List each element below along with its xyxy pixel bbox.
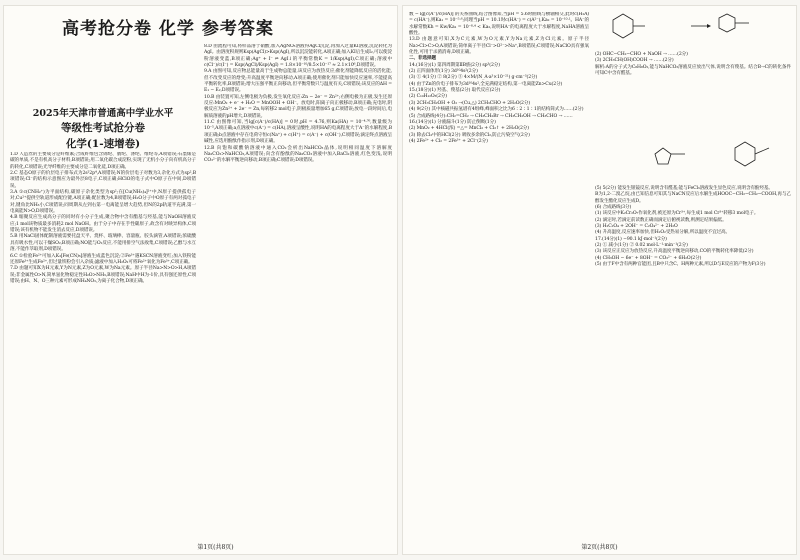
answer-paragraph: 8.D 由流程可知,将样品溶于硝酸,加入AgNO₃溶液得AgCl沉淀,再加入过量KI溶液,沉淀转化为AgI。由溶度积规则Ksp(AgCl)>Ksp(AgI),所以沉淀能转化,A项正确;加入KI后生成I₂,可以使淀粉溶液变蓝,B项正确;Ag⁺ + I⁻ ⇌ AgI↓的平衡常数K = 1/Ksp(AgI),C项正确;溶液中c(Cl⁻)/c(I⁻) = Ksp(AgCl)/Ksp(AgI) = 1.8×10⁻¹⁰/8.5×10⁻¹⁷ ≈ 2.1×10⁶,D项错误。 <box>204 44 392 69</box>
answer-paragraph: 13.D 由题意可知,X为C元素,W为O元素,Y为Na元素,Z为Cl元素。原子半径Na>Cl>C>O,A项错误;简单离子半径Cl⁻>O²⁻>Na⁺,B项错误;C项错误;NaClO具有强氧化性,可用于杀菌消毒,D项正确。 <box>409 37 589 56</box>
section-heading: 二、非选择题 <box>409 56 436 62</box>
page1-column2 <box>204 44 392 542</box>
answer-paragraph: 11.C 由图像可知,当lg[c(A⁻)/c(HA)] = 0时,pH = 4.76,则Ka(HA) = 10⁻⁴·⁷⁶,数量级为10⁻⁵,A项正确;a点溶液中c(A⁻) = c(HA),溶液呈酸性,说明HA的电离程度大于A⁻的水解程度,B项正确;b点溶液中存在电荷守恒c(Na⁺) + c(H⁺) = c(A⁻) + c(OH⁻),C项错误;滴定终点溶液呈碱性,应选用酚酞作指示剂,D项正确。 <box>204 120 392 145</box>
answer-paragraph: 1.D 人造丝的主要成分是纤维素;合成纤维包含锦纶、腈纶、涤纶、维纶等,A项错误;石墨烯是碳的单质,不是有机高分子材料,B项错误;用二氧化碳合成淀粉,实现了无机小分子向有机高分子的转化,C项错误;光导纤维的主要成分是二氧化硅,D项正确。 <box>10 152 196 170</box>
answer-paragraph: (3) 除去Cl₂中的HCl(2分) 吸收多余的Cl₂,防止污染空气(2分) <box>409 132 530 138</box>
answer-paragraph: 2.C 基态O原子的价层电子排布式为2s²2p⁴,A项错误;N的价层电子对数为3,杂化方式为sp²,B项错误;Cl⁻的结构示意图应为最外层8电子,C项正确;HClO的电子式中O原子在中间,D项错误。 <box>10 171 196 189</box>
structural-formula-2 <box>635 140 785 184</box>
answer-paragraph: (3) 该反应正反应为放热反应,升高温度平衡逆向移动,CO的平衡转化率降低(2分) <box>595 249 754 255</box>
answer-paragraph: (5) 由于F中含有两种官能团,且B中只含C、H两种元素,所以D与E反应的产物为F(3分) <box>595 262 766 268</box>
page2-column2 <box>595 12 791 542</box>
page2-column2-text-2 <box>595 186 791 268</box>
page2-column1 <box>409 12 589 542</box>
page-number: 第1页(共8页) <box>197 544 234 551</box>
exam-subtitle-line3: 化学(1-速增卷) <box>65 138 141 150</box>
answer-paragraph: 6.C ①检验Fe²⁺可加入K₃[Fe(CN)₆]溶液生成蓝色沉淀;②Fe³⁺遇KSCN溶液变红;加入铁粉能还原Fe³⁺生成Fe²⁺,但过量铁粉会引入杂质;滤液中加入H₂O₂可将Fe²⁺氧化为Fe³⁺,C项正确。 <box>10 253 196 265</box>
page-1 <box>4 6 397 554</box>
answer-paragraph: (2) 滴定时,若滴定前读数正确而滴定后俯视读数,则测定结果偏低。 <box>595 217 727 223</box>
answer-paragraph: (1) 该反应中K₂Cr₂O₇作氧化剂,被还原为Cr³⁺,每生成1 mol Cr³⁺转移3 mol电子。 <box>595 211 759 217</box>
answer-paragraph: B为1,2-二溴乙烷,由已知信息可知其与NaCN反应后水解生成HOOC−CH₂−CH₂−COOH,再与乙醇发生酯化反应生成D。 <box>595 192 791 204</box>
page-number: 第2页(共8页) <box>581 544 618 551</box>
answer-paragraph: 解析:A的分子式为C₈H₈O₂,能与NaHCO₃溶液反应放出气体,说明含有羧基。结合B→C的转化条件可知C中含有醛基。 <box>595 64 791 77</box>
answer-paragraph: (4) 升高温度,反应速率加快,但H₂O₂受热易分解,所以温度不宜过高。 <box>595 230 731 236</box>
answer-paragraph: (2) C₁₀H₁₂O₃(2分) <box>409 94 447 100</box>
answer-paragraph: (4) 由于Zn的价电子排布为3d¹⁰4s²,全充满稳定结构,第一电离能Zn>Cu(2分) <box>409 81 563 87</box>
answer-paragraph: (2) OHC−CH₂−CHO + NaOH → ……(2分) <box>595 52 688 57</box>
page-title: 高考抢分卷 化学 参考答案 <box>62 19 274 39</box>
answer-paragraph: (6) 合成路线(3分) <box>595 205 632 211</box>
answer-paragraph: (4) 9(2分) 其中核磁共振氢谱有4组峰,峰面积之比为6∶2∶1∶1的结构简式为……(2分) <box>409 107 584 113</box>
answer-paragraph: (2) 正四面体形(1分) 3d¹⁰4s²(2分) <box>409 69 478 75</box>
answer-paragraph: 5.B 用NaCl固体配制溶液需要托盘天平、烧杯、玻璃棒、容量瓶、胶头滴管,A项错误;浓硫酸具有吸水性,可以干燥SO₂,B项正确;NO能与O₂反应,不能用排空气法收集,C项错误;乙醇与水互溶,不能作萃取剂,D项错误。 <box>10 234 196 253</box>
exam-subtitle-line2: 等级性考试抢分卷 <box>61 122 145 134</box>
answer-paragraph: 9.A 由图可知,反应物总能量高于生成物总能量,该反应为放热反应;催化剂能降低反应的活化能,但不改变反应的焓变;升高温度平衡逆向移动,A项正确;使用催化剂只能加快反应速率,不能提高平衡转化率,B项错误;增大压强平衡正向移动,但平衡常数只与温度有关,C项错误;该反应的ΔH = E₁ − E₂,D项错误。 <box>204 69 392 94</box>
page1-column1 <box>10 152 196 542</box>
answer-paragraph: (3) ① 4(1分) ② 8(2分) ③ 4×M/(N_A·a³×10⁻²¹) g·cm⁻³(2分) <box>409 75 538 81</box>
answer-paragraph: (3) H₂C₂O₄ + 2OH⁻ = C₂O₄²⁻ + 2H₂O <box>595 224 678 230</box>
answer-paragraph: 14.(16分)(1) 第四周期第ⅡB族(2分) sp³(2分) <box>409 62 500 68</box>
answer-paragraph: 12.B 向饱和碳酸钠溶液中通入CO₂会析出NaHCO₃晶体,说明相同温度下溶解度Na₂CO₃>NaHCO₃,A项错误;向含有酚酞的Na₂CO₃溶液中加入BaCl₂溶液,红色变浅,说明CO₃²⁻的水解平衡逆向移动,B项正确;C项错误;D项错误。 <box>204 145 392 164</box>
answer-paragraph: 数 − lg[c(A⁻)/c(HA)] 的关系曲线,结合图像知,当pH = 5.6时曲线与横轴相交,此时c(H₂A) = c(HA⁻),则Ka₁ = 10⁻⁵·⁶;同理当pH = 10.1时c(HA⁻) = c(A²⁻),Ka₂ = 10⁻¹⁰·¹。HA⁻的水解常数Kh = Kw/Ka₁ = 10⁻⁸·⁴ < Ka₂,说明HA⁻的电离程度大于水解程度,NaHA溶液呈酸性。 <box>409 12 589 37</box>
exam-subtitle-line1: 2025年天津市普通高中学业水平 <box>32 108 174 119</box>
page2-column2-text <box>595 52 791 77</box>
answer-paragraph: (3) 2CH₃CH(OH)COOH → ……(2分) <box>595 58 674 64</box>
answer-paragraph: 7.D 由题可知X为H元素,Y为N元素,Z为O元素,W为Na元素。原子半径Na>N>O>H,A项错误;非金属性O>N,简单氢化物稳定性H₂O>NH₃,B项错误;NaH中H为-1价,具有强还原性,C项错误;由H、N、O三种元素可形成NH₄NO₃,为离子化合物,D项正确。 <box>10 266 196 284</box>
answer-paragraph: (4) CH₃OH − 6e⁻ + 8OH⁻ = CO₃²⁻ + 6H₂O(2分) <box>595 255 702 261</box>
answer-paragraph: 15.(18分)(1) 羟基、羧基(2分) 取代反应(2分) <box>409 88 501 94</box>
answer-paragraph: (2) ① 减小(1分) ② 0.02 mol·L⁻¹·min⁻¹(2分) <box>595 243 688 249</box>
answer-paragraph: 3.A ①c(CNH₂⁺)为平面结构,碳原子杂化类型为sp²;在[Cu(NH₃)₄]²⁺中,N原子提供孤电子对,Cu²⁺提供空轨道形成配位键,A项正确;配位数为4,B项错误;H₂O分子中O原子有两对孤电子对,键角比NH₃小,C项错误;同周期从左到右第一电离能呈增大趋势,但N的2p轨道半充满,第一电离能N>O,D项错误。 <box>10 190 196 215</box>
answer-paragraph: 4.B 缩聚反应生成高分子的同时有小分子生成,聚合物中含有酯基与羟基,能与NaOH溶液反应;1 mol该物质最多消耗2 mol NaOH。由于分子中存在手性碳原子,故含有对映异构体,C项错误;该有机物不能发生消去反应,D项错误。 <box>10 215 196 234</box>
structural-formula-1 <box>599 12 787 52</box>
answer-paragraph: (3) 2CH₃CH₂OH + O₂ →(Cu,△) 2CH₃CHO + 2H₂O(2分) <box>409 100 531 106</box>
answer-paragraph: 17.(14分)(1) −90.1 kJ·mol⁻¹(2分) <box>595 236 667 242</box>
page-2 <box>403 6 796 554</box>
answer-paragraph: (5) 合成路线(4分):CH₂=CH₂ → CH₃CH₂Br → CH₃CH₂OH → CH₃CHO → …… <box>409 113 573 119</box>
answer-paragraph: 10.B 由装置可知,左侧电极为负极,发生氧化反应:Zn − 2e⁻ = Zn²⁺;右侧电极为正极,发生还原反应:MnO₂ + e⁻ + H₂O = MnOOH + OH⁻。放电时,阳离子向正极移动,B项正确;充电时,阴极反应为Zn²⁺ + 2e⁻ = Zn,每转移2 mol电子,阴极质量增加65 g,C项错误;放电一段时间后,电解质溶液的pH增大,D项错误。 <box>204 94 392 119</box>
answer-paragraph: (4) 2Fe²⁺ + Cl₂ = 2Fe³⁺ + 2Cl⁻(2分) <box>409 138 488 144</box>
answer-paragraph: 16.(14分)(1) 分液漏斗(1分) 防止倒吸(1分) <box>409 119 496 125</box>
answer-paragraph: (5) 5(2分) 能发生银镜反应,说明含有醛基;能与FeCl₃溶液发生显色反应,说明含有酚羟基。 <box>595 186 773 191</box>
answer-paragraph: (2) MnO₂ + 4HCl(浓) =△= MnCl₂ + Cl₂↑ + 2H₂O(2分) <box>409 126 529 132</box>
